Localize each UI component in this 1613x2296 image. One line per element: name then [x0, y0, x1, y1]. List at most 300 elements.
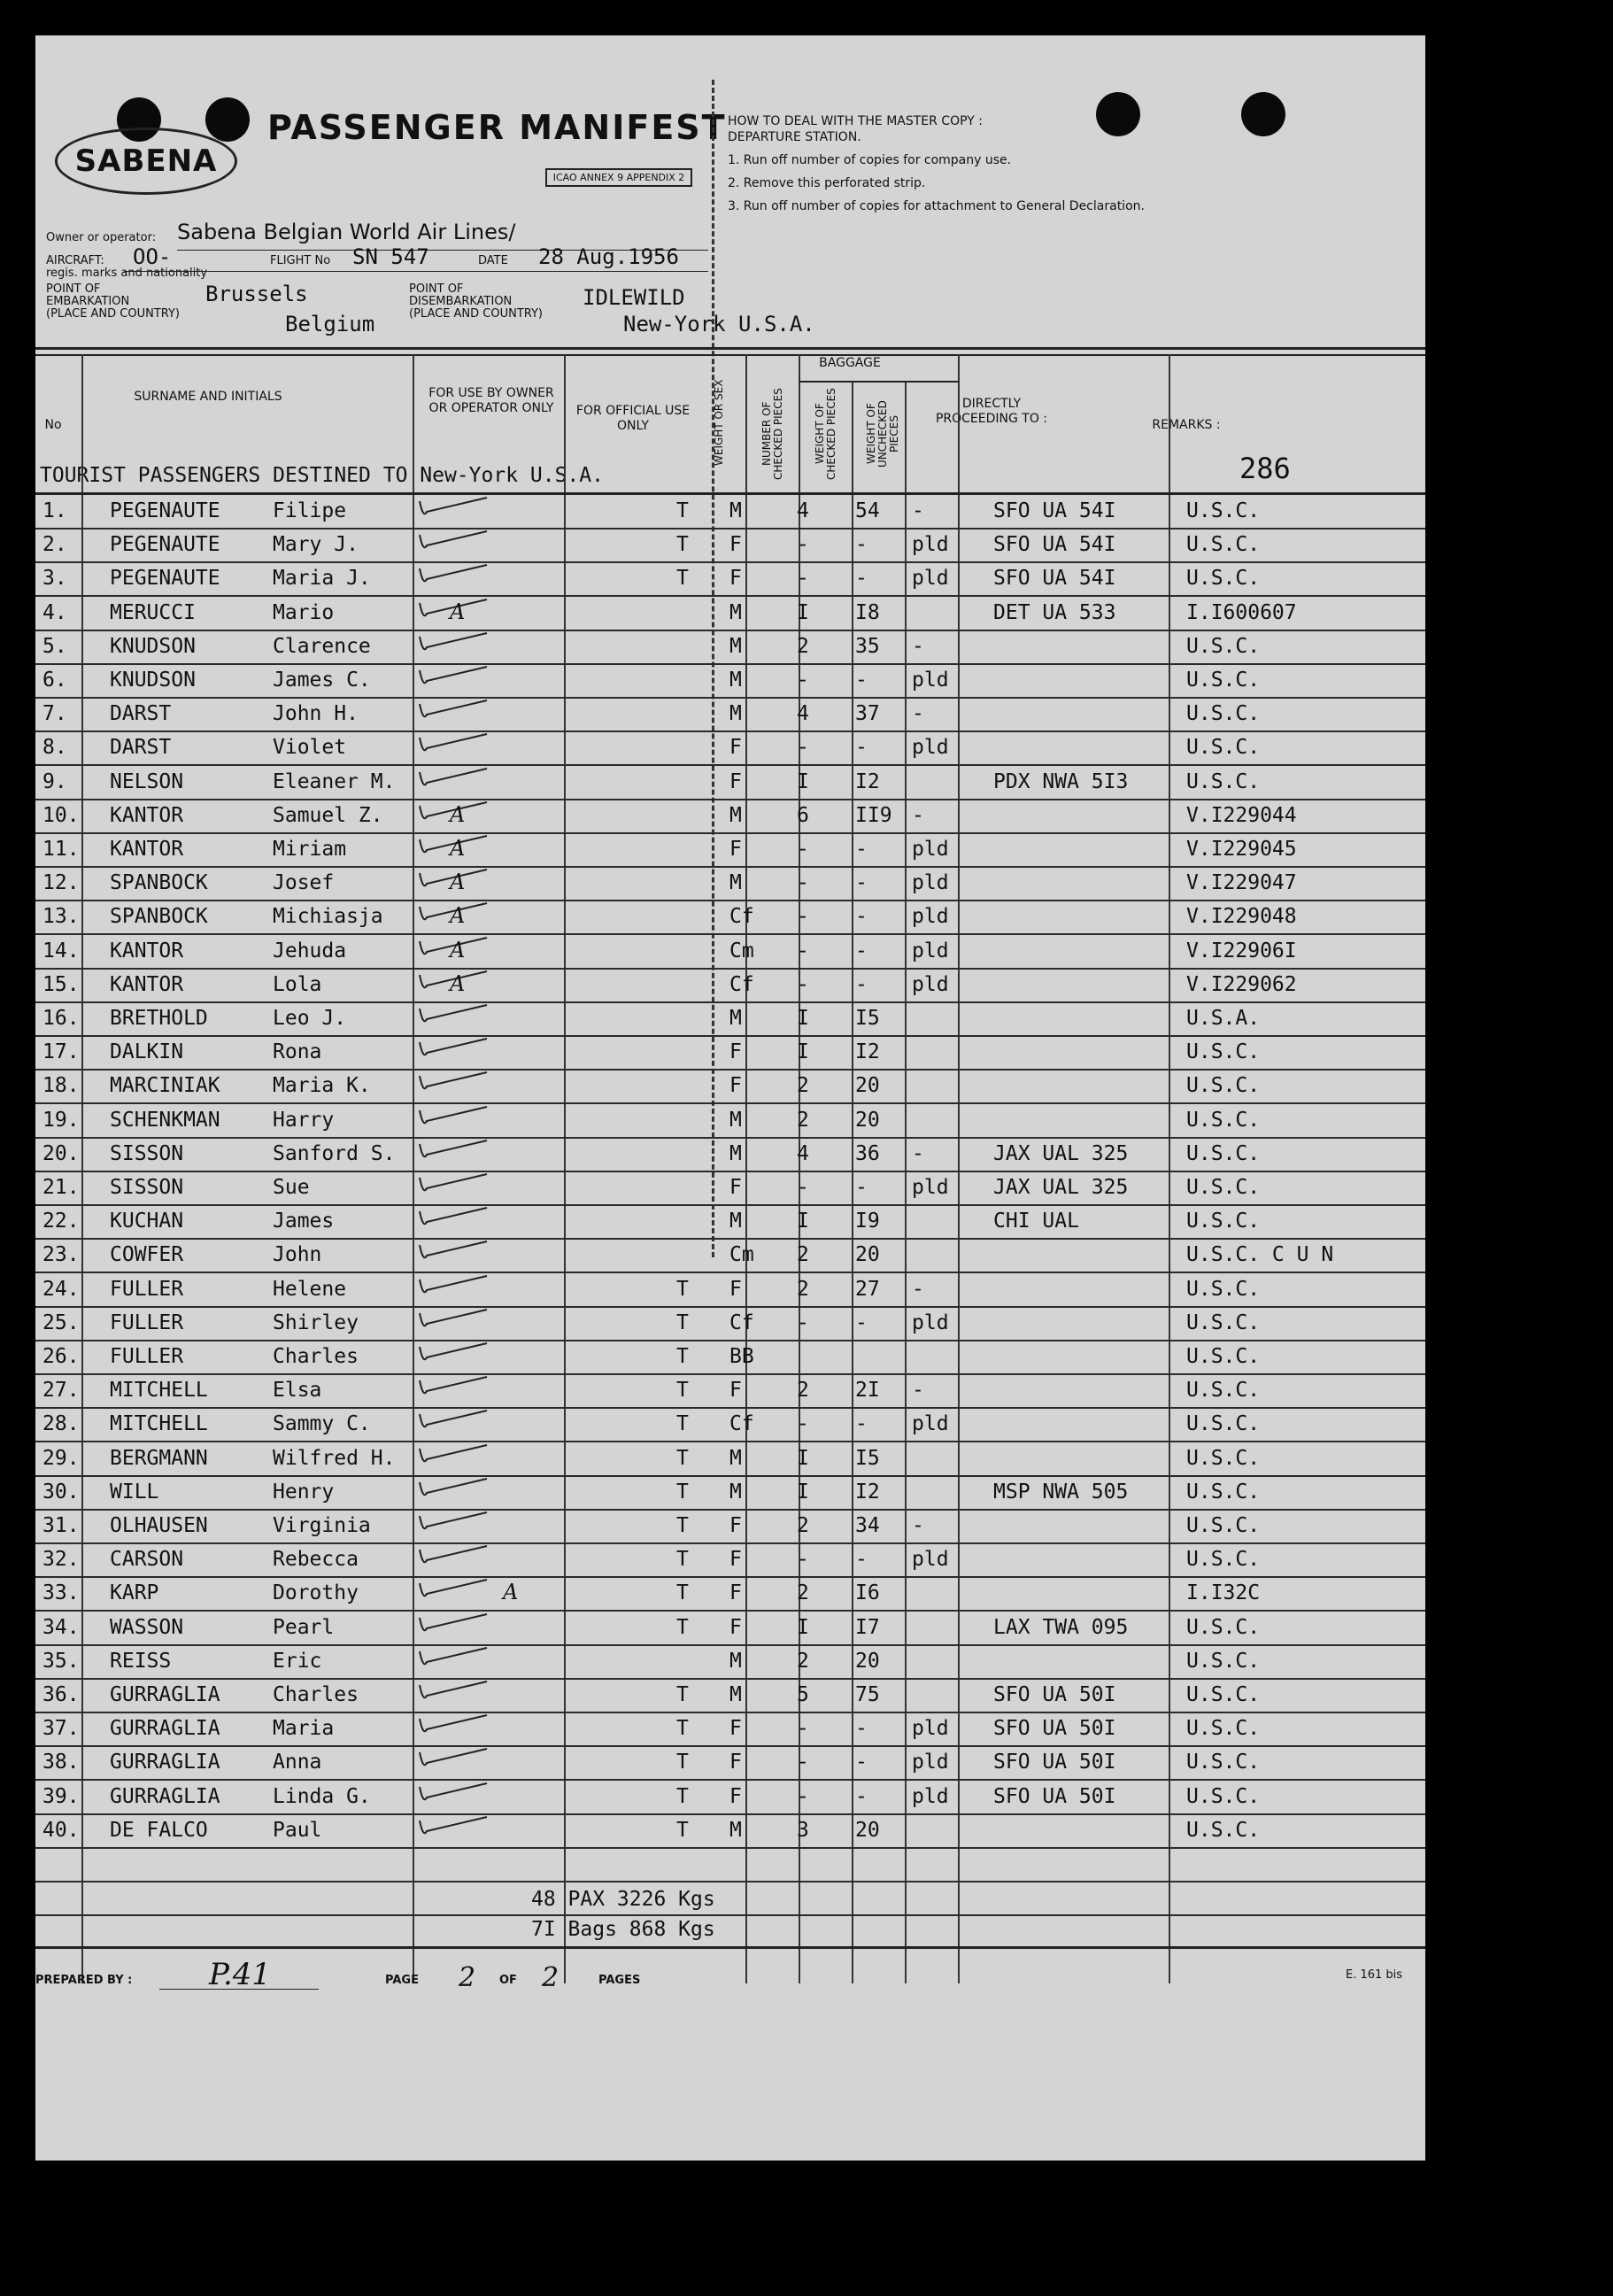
- weight-sex: M: [729, 1649, 742, 1673]
- checked-weight: 20: [855, 1243, 880, 1267]
- directly-proceeding: PDX NWA 5I3: [993, 769, 1129, 793]
- table-row: [35, 934, 1425, 970]
- surname: GURRAGLIA: [110, 1717, 220, 1741]
- remarks: V.I229048: [1186, 905, 1297, 929]
- table-row: [35, 697, 1425, 732]
- check-tick-icon: [416, 1574, 496, 1610]
- given-name: Michiasja: [273, 905, 383, 929]
- checked-pieces: I: [797, 600, 809, 624]
- directly-proceeding: SFO UA 54I: [993, 533, 1116, 557]
- total-bags: 7I Bags 868 Kgs: [531, 1918, 715, 1941]
- punch-hole: [205, 97, 250, 142]
- row-number: 1.: [42, 499, 67, 522]
- remarks: U.S.C.: [1186, 1548, 1261, 1572]
- unchecked-weight: -: [912, 1277, 924, 1301]
- given-name: Shirley: [273, 1310, 359, 1334]
- surname: KANTOR: [110, 803, 184, 827]
- checked-pieces: -: [797, 1176, 809, 1199]
- checked-pieces: -: [797, 1310, 809, 1334]
- directly-proceeding: JAX UAL 325: [993, 1141, 1129, 1165]
- class-mark: T: [676, 499, 689, 522]
- row-number: 22.: [42, 1210, 80, 1233]
- aircraft-value: OO-: [133, 244, 172, 269]
- remarks: I.I32C: [1186, 1581, 1261, 1605]
- col-directly: DIRECTLY PROCEEDING TO :: [935, 397, 1048, 426]
- hand-mark: A: [450, 970, 466, 996]
- row-number: 32.: [42, 1548, 80, 1572]
- unchecked-weight: pld: [912, 1717, 949, 1741]
- checked-weight: I2: [855, 769, 880, 793]
- check-tick-icon: [416, 1271, 496, 1306]
- checked-weight: 35: [855, 634, 880, 658]
- class-mark: T: [676, 1717, 689, 1741]
- row-number: 25.: [42, 1310, 80, 1334]
- given-name: James: [273, 1210, 335, 1233]
- table-row: [35, 1712, 1425, 1747]
- row-number: 27.: [42, 1379, 80, 1403]
- checked-pieces: -: [797, 1784, 809, 1808]
- given-name: Rebecca: [273, 1548, 359, 1572]
- row-number: 16.: [42, 1007, 80, 1030]
- checked-weight: -: [855, 1176, 868, 1199]
- weight-sex: M: [729, 634, 742, 658]
- directly-proceeding: SFO UA 50I: [993, 1751, 1116, 1774]
- check-tick-icon: [416, 492, 496, 528]
- checked-pieces: I: [797, 1040, 809, 1064]
- check-tick-icon: [416, 1676, 496, 1712]
- class-mark: T: [676, 1277, 689, 1301]
- surname: DE FALCO: [110, 1818, 208, 1842]
- col-remarks: REMARKS :: [1152, 418, 1221, 432]
- unchecked-weight: pld: [912, 871, 949, 895]
- weight-sex: M: [729, 1480, 742, 1504]
- pages-label: PAGES: [598, 1974, 641, 1987]
- table-row: [35, 494, 1425, 530]
- remarks: U.S.C.: [1186, 1074, 1261, 1098]
- checked-weight: I2: [855, 1480, 880, 1504]
- surname: GURRAGLIA: [110, 1751, 220, 1774]
- checked-pieces: -: [797, 736, 809, 760]
- embark-label: [46, 283, 180, 321]
- class-mark: T: [676, 533, 689, 557]
- unchecked-weight: -: [912, 499, 924, 522]
- given-name: Henry: [273, 1480, 335, 1504]
- page-number-stamp: 286: [1239, 452, 1291, 485]
- checked-pieces: 2: [797, 1581, 809, 1605]
- prepared-value: P.41: [209, 1957, 272, 1992]
- remarks: U.S.C.: [1186, 1412, 1261, 1436]
- disembark-country: New-York U.S.A.: [623, 312, 815, 336]
- unchecked-weight: pld: [912, 669, 949, 692]
- checked-pieces: 6: [797, 803, 809, 827]
- weight-sex: M: [729, 702, 742, 726]
- class-mark: T: [676, 1615, 689, 1639]
- disembark-city: IDLEWILD: [583, 285, 685, 310]
- checked-weight: I6: [855, 1581, 880, 1605]
- checked-pieces: -: [797, 905, 809, 929]
- checked-weight: 20: [855, 1074, 880, 1098]
- row-number: 23.: [42, 1243, 80, 1267]
- checked-pieces: -: [797, 939, 809, 962]
- unchecked-weight: -: [912, 1514, 924, 1537]
- check-tick-icon: [416, 1338, 496, 1373]
- checked-weight: 20: [855, 1108, 880, 1132]
- date-label: DATE: [478, 254, 508, 267]
- surname: FULLER: [110, 1310, 184, 1334]
- disembark-label-line: POINT OF: [409, 282, 464, 296]
- table-row: [35, 1137, 1425, 1172]
- check-tick-icon: [416, 763, 496, 799]
- row-number: 4.: [42, 600, 67, 624]
- table-row: [35, 630, 1425, 665]
- given-name: Eleaner M.: [273, 769, 396, 793]
- row-number: 11.: [42, 838, 80, 861]
- surname: MITCHELL: [110, 1379, 208, 1403]
- hand-mark: A: [450, 937, 466, 962]
- row-number: 10.: [42, 803, 80, 827]
- weight-sex: F: [729, 1784, 742, 1808]
- table-row: [35, 1576, 1425, 1612]
- check-tick-icon: [416, 1812, 496, 1847]
- row-number: 15.: [42, 972, 80, 996]
- directly-proceeding: DET UA 533: [993, 600, 1116, 624]
- given-name: Sanford S.: [273, 1141, 396, 1165]
- check-tick-icon: [416, 1372, 496, 1407]
- table-row: [35, 799, 1425, 834]
- checked-pieces: 2: [797, 1277, 809, 1301]
- row-number: 36.: [42, 1683, 80, 1706]
- row-number: 2.: [42, 533, 67, 557]
- checked-pieces: 2: [797, 634, 809, 658]
- class-mark: T: [676, 1446, 689, 1470]
- table-top-rule: [35, 347, 1425, 350]
- operator-label: Owner or operator:: [46, 231, 157, 244]
- checked-weight: 37: [855, 702, 880, 726]
- table-row-empty: [35, 1847, 1425, 1882]
- given-name: Elsa: [273, 1379, 322, 1403]
- given-name: Miriam: [273, 838, 347, 861]
- unchecked-weight: -: [912, 1141, 924, 1165]
- check-tick-icon: [416, 1304, 496, 1340]
- surname: PEGENAUTE: [110, 533, 220, 557]
- col-official-use: FOR OFFICIAL USE ONLY: [575, 404, 691, 433]
- given-name: James C.: [273, 669, 371, 692]
- check-tick-icon: [416, 1067, 496, 1102]
- remarks: U.S.C.: [1186, 1615, 1261, 1639]
- weight-sex: M: [729, 1683, 742, 1706]
- checked-pieces: I: [797, 769, 809, 793]
- given-name: Pearl: [273, 1615, 335, 1639]
- check-tick-icon: [416, 1236, 496, 1272]
- surname: FULLER: [110, 1277, 184, 1301]
- row-number: 19.: [42, 1108, 80, 1132]
- table-row: [35, 1542, 1425, 1578]
- hand-mark: A: [450, 870, 466, 895]
- remarks: U.S.C.: [1186, 533, 1261, 557]
- row-number: 17.: [42, 1040, 80, 1064]
- checked-pieces: 2: [797, 1514, 809, 1537]
- checked-weight: I9: [855, 1210, 880, 1233]
- table-row: [35, 1611, 1425, 1646]
- checked-weight: II9: [855, 803, 892, 827]
- directly-proceeding: MSP NWA 505: [993, 1480, 1129, 1504]
- surname: KANTOR: [110, 939, 184, 962]
- surname: BERGMANN: [110, 1446, 208, 1470]
- surname: REISS: [110, 1649, 172, 1673]
- surname: WILL: [110, 1480, 159, 1504]
- surname: CARSON: [110, 1548, 184, 1572]
- given-name: Dorothy: [273, 1581, 359, 1605]
- checked-pieces: 4: [797, 702, 809, 726]
- class-mark: T: [676, 1784, 689, 1808]
- table-row: [35, 1678, 1425, 1713]
- remarks: U.S.C.: [1186, 1141, 1261, 1165]
- given-name: Helene: [273, 1277, 347, 1301]
- check-tick-icon: [416, 1440, 496, 1475]
- remarks: U.S.C.: [1186, 1040, 1261, 1064]
- remarks: U.S.C.: [1186, 1751, 1261, 1774]
- checked-weight: -: [855, 1717, 868, 1741]
- given-name: Mario: [273, 600, 335, 624]
- check-tick-icon: [416, 661, 496, 697]
- weight-sex: M: [729, 1108, 742, 1132]
- annex-box: ICAO ANNEX 9 APPENDIX 2: [545, 168, 692, 187]
- operator-value: Sabena Belgian World Air Lines/: [177, 220, 516, 244]
- check-tick-icon: [416, 1507, 496, 1542]
- checked-weight: 2I: [855, 1379, 880, 1403]
- table-row: [35, 1813, 1425, 1849]
- checked-weight: 34: [855, 1514, 880, 1537]
- surname: KNUDSON: [110, 634, 196, 658]
- class-mark: T: [676, 1581, 689, 1605]
- remarks: U.S.C. C U N: [1186, 1243, 1334, 1267]
- disembark-label-line: DISEMBARKATION: [409, 295, 513, 308]
- check-tick-icon: [416, 729, 496, 764]
- checked-weight: -: [855, 972, 868, 996]
- checked-pieces: 2: [797, 1649, 809, 1673]
- instruction-line: 3. Run off number of copies for attachment to General Declaration.: [728, 199, 1145, 213]
- weight-sex: F: [729, 1581, 742, 1605]
- table-row: [35, 1745, 1425, 1781]
- given-name: Sammy C.: [273, 1412, 371, 1436]
- table-row: [35, 765, 1425, 800]
- remarks: U.S.C.: [1186, 1310, 1261, 1334]
- checked-pieces: -: [797, 1751, 809, 1774]
- checked-pieces: -: [797, 871, 809, 895]
- given-name: Virginia: [273, 1514, 371, 1537]
- checked-weight: 20: [855, 1649, 880, 1673]
- instruction-line: HOW TO DEAL WITH THE MASTER COPY :: [728, 114, 983, 128]
- table-row: [35, 1204, 1425, 1240]
- remarks: U.S.C.: [1186, 567, 1261, 591]
- remarks: V.I229044: [1186, 803, 1297, 827]
- remarks: U.S.C.: [1186, 1717, 1261, 1741]
- given-name: Filipe: [273, 499, 347, 522]
- given-name: Maria: [273, 1717, 335, 1741]
- class-mark: T: [676, 1412, 689, 1436]
- unchecked-weight: pld: [912, 533, 949, 557]
- remarks: U.S.C.: [1186, 1446, 1261, 1470]
- table-row: [35, 596, 1425, 631]
- check-tick-icon: [416, 1169, 496, 1204]
- unchecked-weight: pld: [912, 567, 949, 591]
- remarks: V.I22906I: [1186, 939, 1297, 962]
- table-row: [35, 1069, 1425, 1104]
- row-number: 31.: [42, 1514, 80, 1537]
- checked-weight: -: [855, 1784, 868, 1808]
- checked-pieces: 5: [797, 1683, 809, 1706]
- checked-pieces: I: [797, 1446, 809, 1470]
- weight-sex: F: [729, 838, 742, 861]
- check-tick-icon: [416, 695, 496, 731]
- surname: SISSON: [110, 1141, 184, 1165]
- directly-proceeding: SFO UA 50I: [993, 1784, 1116, 1808]
- remarks: U.S.C.: [1186, 1379, 1261, 1403]
- given-name: Josef: [273, 871, 335, 895]
- checked-pieces: 2: [797, 1108, 809, 1132]
- hand-mark: A: [450, 836, 466, 861]
- remarks: U.S.C.: [1186, 702, 1261, 726]
- weight-sex: Cm: [729, 1243, 754, 1267]
- unchecked-weight: pld: [912, 736, 949, 760]
- given-name: John: [273, 1243, 322, 1267]
- table-row: [35, 866, 1425, 901]
- surname: DALKIN: [110, 1040, 184, 1064]
- weight-sex: M: [729, 1446, 742, 1470]
- given-name: Rona: [273, 1040, 322, 1064]
- table-row: [35, 1238, 1425, 1273]
- flight-value: SN 547: [352, 244, 429, 269]
- aircraft-sublabel: regis. marks and nationality: [46, 267, 208, 280]
- instruction-line: 1. Run off number of copies for company use.: [728, 153, 1012, 167]
- checked-pieces: -: [797, 972, 809, 996]
- prepared-label: PREPARED BY :: [35, 1974, 133, 1987]
- row-number: 33.: [42, 1581, 80, 1605]
- table-row: [35, 663, 1425, 699]
- page-label: PAGE: [385, 1974, 419, 1987]
- checked-weight: 36: [855, 1141, 880, 1165]
- weight-sex: F: [729, 567, 742, 591]
- class-mark: T: [676, 1751, 689, 1774]
- unchecked-weight: -: [912, 1379, 924, 1403]
- row-number: 6.: [42, 669, 67, 692]
- class-mark: T: [676, 1818, 689, 1842]
- remarks: U.S.C.: [1186, 1345, 1261, 1368]
- remarks: U.S.A.: [1186, 1007, 1261, 1030]
- row-number: 34.: [42, 1615, 80, 1639]
- table-row: [35, 1780, 1425, 1815]
- aircraft-label: AIRCRAFT:: [46, 254, 104, 267]
- weight-sex: M: [729, 600, 742, 624]
- weight-sex: F: [729, 533, 742, 557]
- check-tick-icon: [416, 1405, 496, 1441]
- row-number: 14.: [42, 939, 80, 962]
- remarks: V.I229045: [1186, 838, 1297, 861]
- col-no: No: [44, 418, 62, 432]
- embark-city: Brussels: [205, 282, 308, 306]
- surname: MERUCCI: [110, 600, 196, 624]
- sabena-logo: SABENA: [55, 128, 237, 195]
- instruction-line: 2. Remove this perforated strip.: [728, 176, 926, 190]
- weight-sex: F: [729, 1040, 742, 1064]
- surname: PEGENAUTE: [110, 567, 220, 591]
- given-name: Paul: [273, 1818, 322, 1842]
- table-row: [35, 1509, 1425, 1544]
- row-number: 35.: [42, 1649, 80, 1673]
- surname: COWFER: [110, 1243, 184, 1267]
- table-row: [35, 832, 1425, 868]
- checked-pieces: -: [797, 838, 809, 861]
- form-code: E. 161 bis: [1346, 1968, 1403, 1982]
- remarks: U.S.C.: [1186, 1277, 1261, 1301]
- checked-pieces: -: [797, 533, 809, 557]
- check-tick-icon: [416, 560, 496, 595]
- weight-sex: M: [729, 1141, 742, 1165]
- of-value: 2: [542, 1962, 560, 1993]
- given-name: Linda G.: [273, 1784, 371, 1808]
- remarks: I.I600607: [1186, 600, 1297, 624]
- surname: KANTOR: [110, 838, 184, 861]
- checked-weight: -: [855, 1310, 868, 1334]
- unchecked-weight: pld: [912, 1412, 949, 1436]
- table-row: [35, 731, 1425, 766]
- directly-proceeding: SFO UA 54I: [993, 567, 1116, 591]
- row-number: 3.: [42, 567, 67, 591]
- checked-weight: -: [855, 838, 868, 861]
- row-number: 30.: [42, 1480, 80, 1504]
- check-tick-icon: [416, 1643, 496, 1678]
- weight-sex: M: [729, 871, 742, 895]
- row-number: 26.: [42, 1345, 80, 1368]
- directly-proceeding: CHI UAL: [993, 1210, 1079, 1233]
- weight-sex: F: [729, 1548, 742, 1572]
- row-number: 24.: [42, 1277, 80, 1301]
- check-tick-icon: [416, 526, 496, 561]
- surname: SCHENKMAN: [110, 1108, 220, 1132]
- unchecked-weight: -: [912, 634, 924, 658]
- row-number: 9.: [42, 769, 67, 793]
- check-tick-icon: [416, 1102, 496, 1137]
- surname: KNUDSON: [110, 669, 196, 692]
- remarks: U.S.C.: [1186, 1784, 1261, 1808]
- remarks: U.S.C.: [1186, 769, 1261, 793]
- surname: SPANBOCK: [110, 871, 208, 895]
- row-number: 12.: [42, 871, 80, 895]
- table-row: [35, 1407, 1425, 1442]
- checked-weight: I5: [855, 1446, 880, 1470]
- directly-proceeding: LAX TWA 095: [993, 1615, 1129, 1639]
- remarks: U.S.C.: [1186, 1480, 1261, 1504]
- table-row: [35, 1306, 1425, 1341]
- col-checked-pieces: NUMBER OF CHECKED PIECES: [760, 388, 784, 480]
- weight-sex: Cf: [729, 905, 754, 929]
- table-row: [35, 1373, 1425, 1409]
- checked-weight: -: [855, 1751, 868, 1774]
- surname: GURRAGLIA: [110, 1784, 220, 1808]
- remarks: V.I229047: [1186, 871, 1297, 895]
- row-number: 28.: [42, 1412, 80, 1436]
- weight-sex: F: [729, 1379, 742, 1403]
- check-tick-icon: [416, 1135, 496, 1171]
- col-weight-sex: WEIGHT OR SEX: [713, 379, 725, 466]
- table-top-rule: [35, 354, 1425, 356]
- disembark-label: [409, 283, 543, 321]
- col-baggage: BAGGAGE: [819, 356, 881, 370]
- given-name: Maria J.: [273, 567, 371, 591]
- col-checked-weight: WEIGHT OF CHECKED PIECES: [814, 388, 837, 480]
- remarks: U.S.C.: [1186, 669, 1261, 692]
- checked-pieces: I: [797, 1007, 809, 1030]
